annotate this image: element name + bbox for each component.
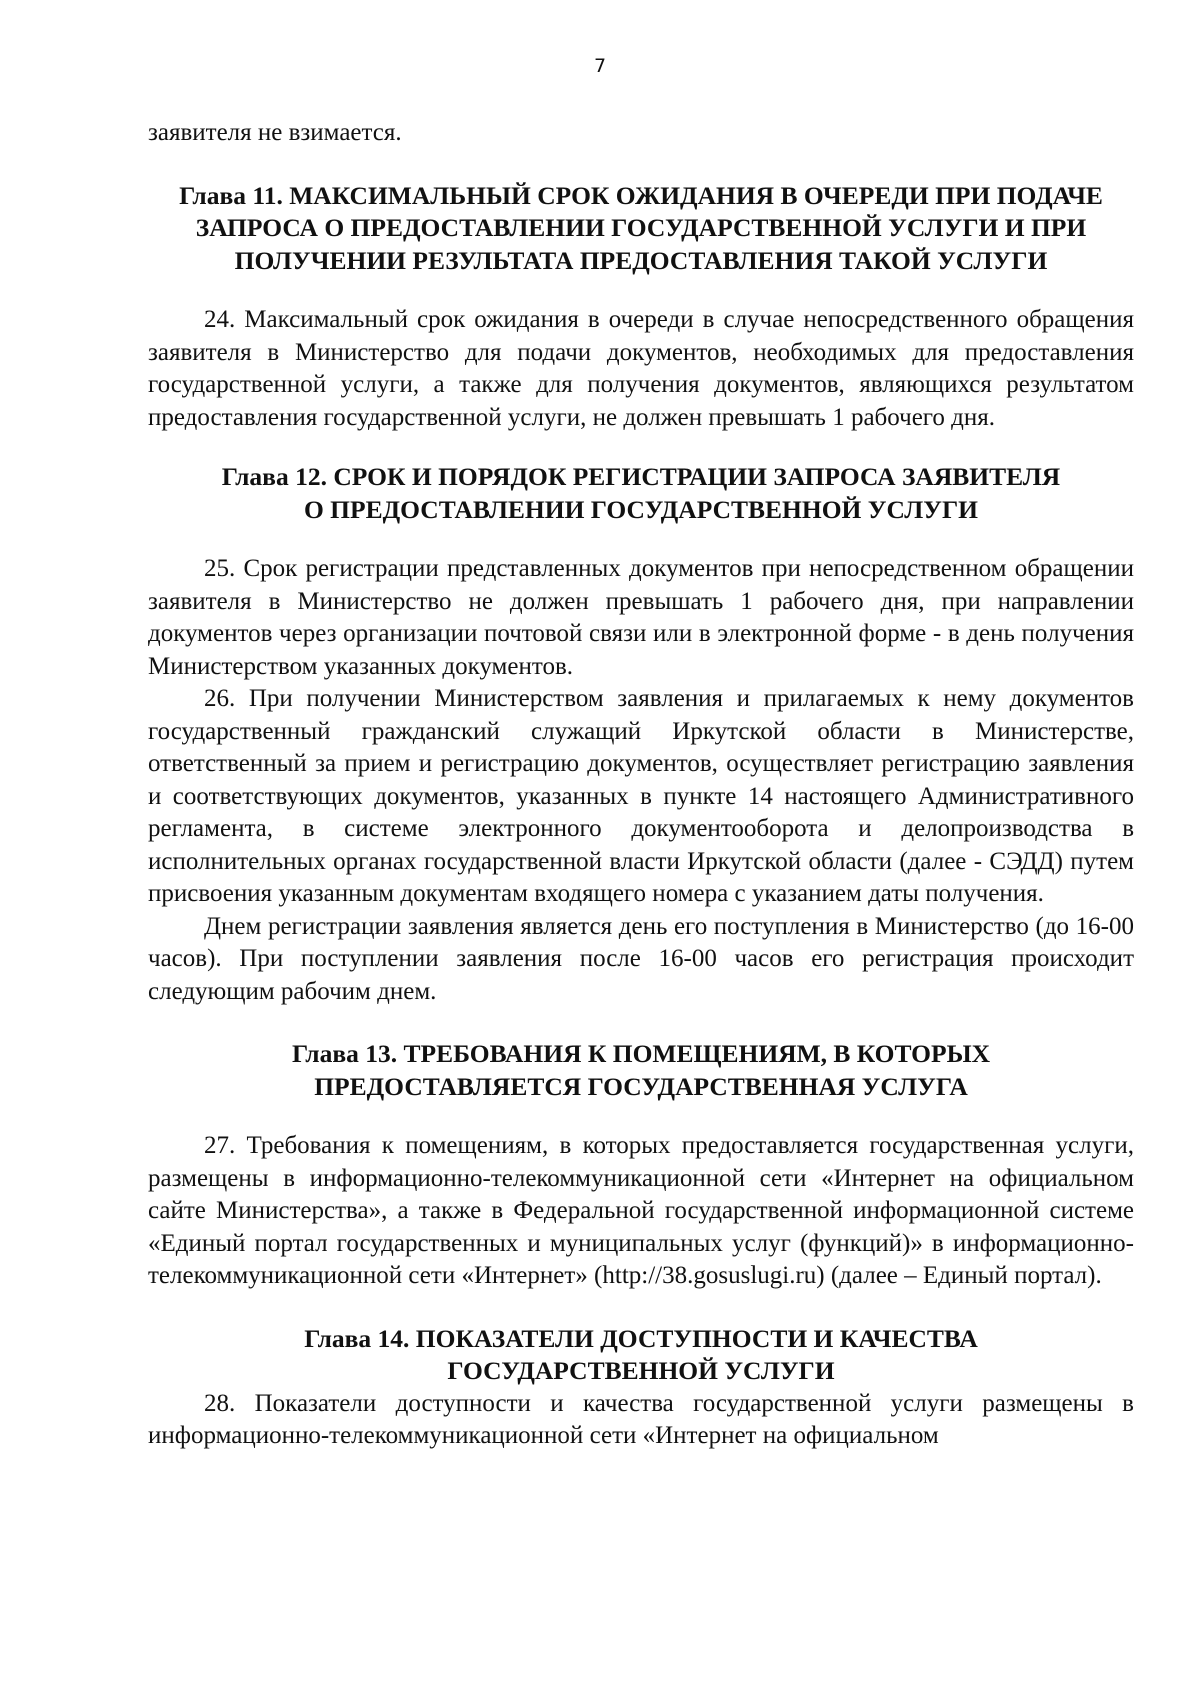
chapter-11	[148, 180, 1134, 435]
chapter-heading	[148, 1323, 1134, 1388]
page-number: 7	[593, 55, 607, 77]
chapter-12	[148, 461, 1134, 1008]
paragraph-27: 27. Требования к помещениям, в которых предоставляется государственная услуги, размещены в информационно-телекоммуникационной сети «Интернет на официальном сайте Министерства», а также в Федеральной государственной информационной системе «Единый портал государственных и муниципальных услуг (функций)» в информационно-телекоммуникационной сети «Интернет» (http://38.gosuslugi.ru) (далее – Единый портал).	[148, 1132, 1134, 1289]
chapter-heading	[148, 461, 1134, 526]
chapter-13	[148, 1038, 1134, 1293]
chapter-heading	[148, 180, 1134, 278]
chapter-14	[148, 1323, 1134, 1453]
heading-line: Глава 13. ТРЕБОВАНИЯ К ПОМЕЩЕНИЯМ, В КОТОРЫХ	[291, 1039, 991, 1068]
heading-line: ПРЕДОСТАВЛЯЕТСЯ ГОСУДАРСТВЕННАЯ УСЛУГА	[314, 1071, 968, 1101]
heading-line: Глава 14. ПОКАЗАТЕЛИ ДОСТУПНОСТИ И КАЧЕСТВА	[304, 1323, 978, 1353]
intro-paragraph: заявителя не взимается.	[148, 119, 402, 146]
heading-line: ГОСУДАРСТВЕННОЙ УСЛУГИ	[447, 1356, 835, 1385]
paragraph-registration-day: Днем регистрации заявления является день его поступления в Министерство (до 16-00 часов). При поступлении заявления после 16-00 часов его регистрация происходит следующим рабочим днем.	[148, 912, 1134, 1005]
heading-line: Глава 11. МАКСИМАЛЬНЫЙ СРОК ОЖИДАНИЯ В ОЧЕРЕДИ ПРИ ПОДАЧЕ	[179, 180, 1103, 210]
paragraph-24: 24. Максимальный срок ожидания в очереди в случае непосредственного обращения заявителя в Министерство для подачи документов, необходимых для предоставления государственной услуги, а также для получения документов, являющихся результатом предоставления государственной услуги, не должен превышать 1 рабочего дня.	[148, 306, 1134, 431]
document-body	[148, 117, 1134, 1453]
paragraph-25: 25. Срок регистрации представленных документов при непосредственном обращении заявителя в Министерство не должен превышать 1 рабочего дня, при направлении документов через организации почтовой связи или в электронной форме - в день получения Министерством указанных документов.	[148, 555, 1134, 680]
heading-line: О ПРЕДОСТАВЛЕНИИ ГОСУДАРСТВЕННОЙ УСЛУГИ	[303, 494, 979, 524]
paragraph-26: 26. При получении Министерством заявления и прилагаемых к нему документов государственный гражданский служащий Иркутской области в Министерстве, ответственный за прием и регистрацию документов, осуществляет регистрацию заявления и соответствующих документов, указанных в пункте 14 настоящего Административного регламента, в системе электронного документооборота и делопроизводства в исполнительных органах государственной власти Иркутской области (далее - СЭДД) путем присвоения указанным документам входящего номера с указанием даты получения.	[148, 685, 1134, 907]
paragraph-28: 28. Показатели доступности и качества государственной услуги размещены в информационно-телекоммуникационной сети «Интернет на официальном	[148, 1389, 1134, 1449]
heading-line: Глава 12. СРОК И ПОРЯДОК РЕГИСТРАЦИИ ЗАПРОСА ЗАЯВИТЕЛЯ	[221, 462, 1061, 491]
heading-line: ЗАПРОСА О ПРЕДОСТАВЛЕНИИ ГОСУДАРСТВЕННОЙ УСЛУГИ И ПРИ	[195, 213, 1087, 242]
heading-line: ПОЛУЧЕНИИ РЕЗУЛЬТАТА ПРЕДОСТАВЛЕНИЯ ТАКОЙ УСЛУГИ	[234, 245, 1048, 275]
chapter-heading	[148, 1038, 1134, 1103]
